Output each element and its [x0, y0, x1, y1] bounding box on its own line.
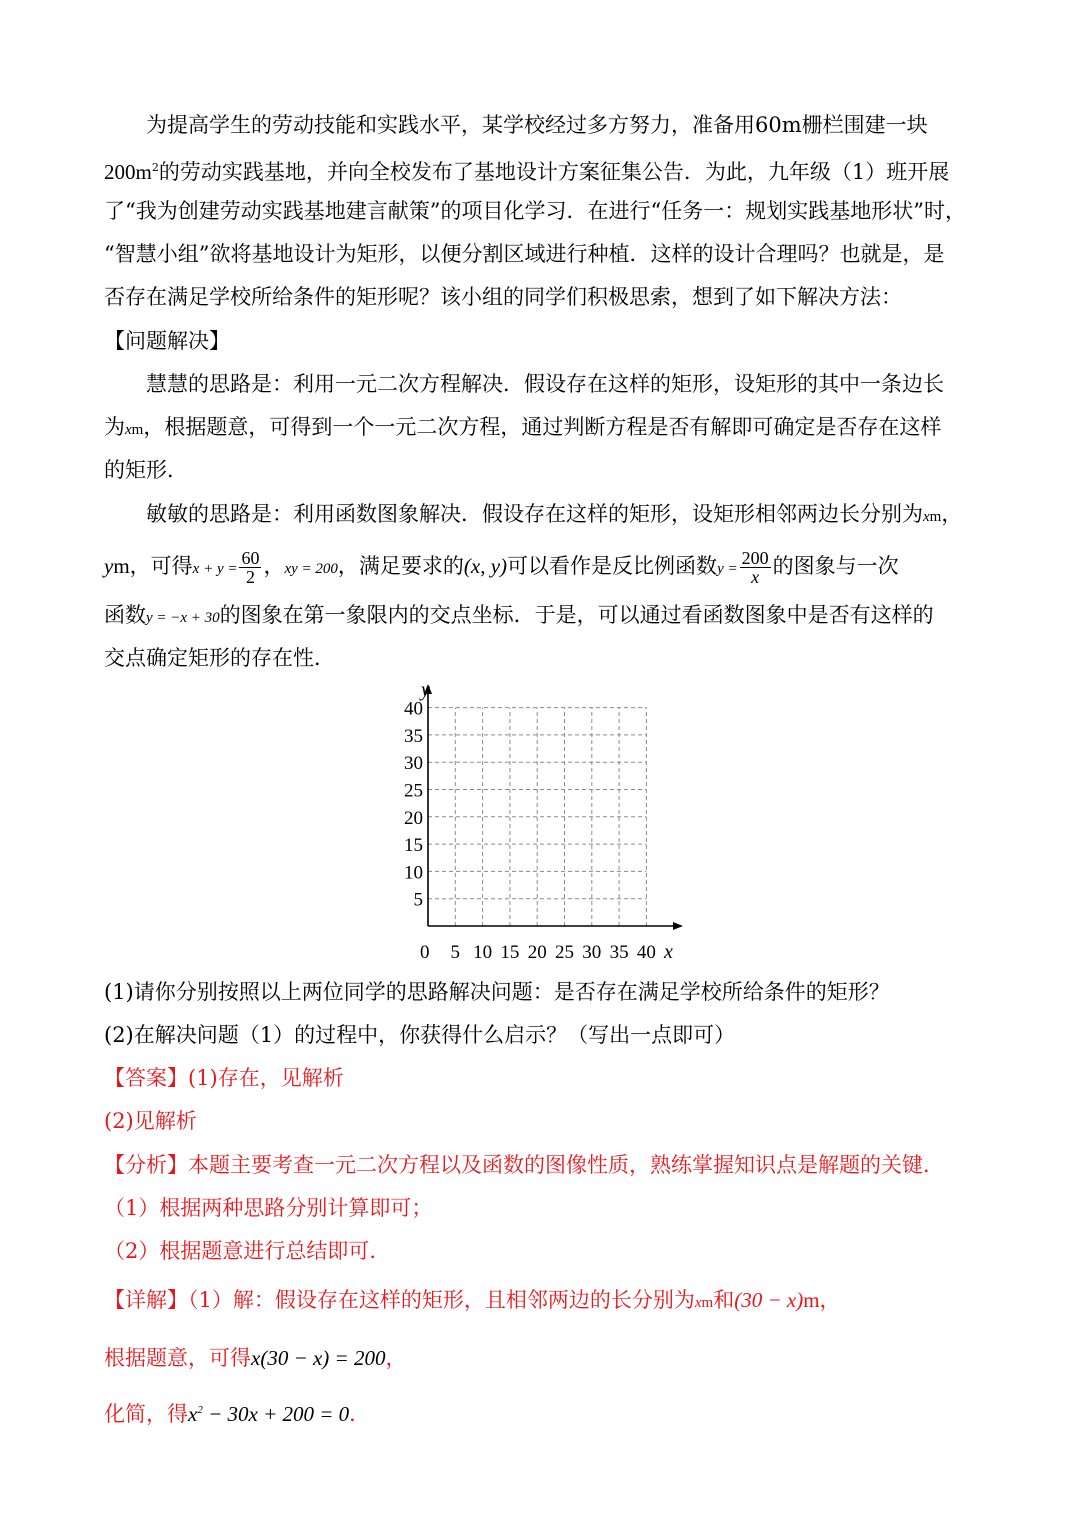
var-x: x	[923, 509, 930, 525]
section-title	[104, 326, 976, 356]
equation-sum: x + y =	[192, 561, 238, 577]
y-tick-label: 15	[404, 835, 423, 857]
section-title-text: 【问题解决】	[104, 329, 230, 353]
area-exponent: 2	[151, 161, 159, 174]
minmin-comma: ，	[941, 502, 963, 526]
equation-inverse: y =	[717, 561, 738, 577]
x-tick-label: 5	[450, 942, 461, 963]
origin-label: 0	[420, 942, 430, 963]
minmin-line-2	[104, 546, 976, 589]
unit-m: m	[113, 554, 130, 578]
detail-line-3	[104, 1395, 976, 1429]
huihui-text-2a: 为	[104, 415, 125, 439]
detail-comma: ，	[819, 1288, 841, 1312]
y-tick-label: 10	[404, 862, 423, 884]
equation-main: x(30 − x) = 200	[251, 1346, 386, 1370]
fraction-numerator: 60	[241, 548, 260, 568]
y-tick-label: 35	[404, 725, 423, 747]
y-tick-label: 40	[404, 698, 423, 720]
expression-30-minus-x: (30 − x)	[734, 1288, 804, 1312]
minmin-text-2c: ，满足要求的	[337, 554, 464, 578]
unit-m: m	[701, 1295, 714, 1311]
intro-text-2: 的劳动实践基地，并向全校发布了基地设计方案征集公告．为此，九年级（1）班开展	[158, 160, 950, 184]
x-tick-label: 30	[582, 942, 602, 963]
detail-text-1: （1）解：假设存在这样的矩形，且相邻两边的长分别为	[188, 1288, 695, 1312]
grid-lines	[428, 708, 646, 926]
minmin-text-3a: 函数	[104, 603, 146, 627]
analysis-point-1: （1）根据两种思路分别计算即可；	[104, 1196, 433, 1220]
x-tick-label: 15	[500, 942, 520, 963]
unit-m: m	[929, 509, 942, 525]
intro-text-5: 否存在满足学校所给条件的矩形呢？该小组的同学们积极思索，想到了如下解决方法：	[104, 285, 902, 309]
minmin-text-2d: 可以看作是反比例函数	[507, 554, 718, 578]
y-tick-label: 30	[404, 753, 423, 775]
area-value: 200m	[104, 160, 152, 184]
answer-1: (1)存在，见解析	[188, 1066, 344, 1090]
x-tick-label: 20	[527, 942, 547, 963]
analysis-line-3	[104, 1236, 976, 1266]
answer-line-1	[104, 1063, 976, 1093]
minmin-text-2a: ，可得	[129, 554, 193, 578]
detail-tag: 【详解】	[104, 1288, 188, 1312]
fraction-60-over-2	[239, 549, 261, 586]
equation-linear: y = −x + 30	[146, 610, 220, 626]
minmin-comma: ，	[263, 554, 285, 578]
quadratic-rest: − 30x + 200 = 0	[202, 1402, 350, 1426]
minmin-line-3	[104, 600, 976, 633]
intro-line-1	[104, 110, 976, 140]
minmin-line-4	[104, 643, 976, 673]
tick-labels	[404, 699, 656, 963]
detail-text-3: 化简，得	[104, 1402, 188, 1426]
intro-line-2	[104, 153, 976, 187]
answer-2: (2)见解析	[104, 1109, 197, 1133]
minmin-text-4: 交点确定矩形的存在性．	[104, 646, 335, 670]
fraction-denominator: 2	[245, 567, 255, 587]
x-tick-label: 35	[609, 942, 629, 963]
huihui-line-1	[104, 369, 976, 399]
question-2	[104, 1020, 976, 1050]
huihui-text-2b: ，根据题意，可得到一个一元二次方程，通过判断方程是否有解即可确定是否存在这样	[143, 415, 942, 439]
y-axis-label: y	[421, 679, 430, 701]
x-axis-label: x	[664, 941, 673, 963]
var-y: y	[104, 554, 114, 578]
equation-product: xy = 200	[284, 561, 338, 577]
x-tick-label: 25	[555, 942, 574, 963]
analysis-point-2: （2）根据题意进行总结即可．	[104, 1239, 391, 1263]
huihui-line-3	[104, 455, 976, 485]
analysis-line-2	[104, 1193, 976, 1223]
intro-line-5	[104, 282, 976, 312]
fraction-denominator: x	[751, 567, 760, 587]
coordinate-grid	[385, 678, 685, 968]
detail-line-2	[104, 1343, 976, 1373]
answer-tag: 【答案】	[104, 1066, 188, 1090]
detail-text-2: 根据题意，可得	[104, 1346, 251, 1370]
intro-line-3	[104, 196, 976, 226]
detail-comma: ，	[385, 1346, 407, 1370]
intro-text-3: 了“我为创建劳动实践基地建言献策”的项目化学习．在进行“任务一：规划实践基地形状”时，	[104, 199, 966, 223]
question-1	[104, 977, 976, 1007]
quadratic-exponent: 2	[197, 1404, 203, 1416]
huihui-text-3: 的矩形．	[104, 458, 188, 482]
x-tick-label: 10	[473, 942, 493, 963]
minmin-text-1: 敏敏的思路是：利用函数图象解决．假设存在这样的矩形，设矩形相邻两边长分别为	[146, 502, 923, 526]
question-2-text: (2)在解决问题（1）的过程中，你获得什么启示？（写出一点即可）	[104, 1023, 736, 1047]
equation-quadratic	[188, 1402, 349, 1426]
fraction-200-over-x	[740, 549, 771, 586]
minmin-text-3b: 的图象在第一象限内的交点坐标．于是，可以通过看函数图象中是否有这样的	[219, 603, 934, 627]
detail-period: ．	[349, 1402, 371, 1426]
detail-line-1	[104, 1285, 976, 1318]
detail-and: 和	[713, 1288, 735, 1312]
minmin-line-1	[104, 499, 976, 532]
var-x: x	[125, 422, 132, 438]
fraction-numerator: 200	[741, 548, 769, 568]
analysis-line-1	[104, 1150, 976, 1180]
unit-m: m	[803, 1288, 820, 1312]
x-axis-arrow	[673, 922, 683, 930]
huihui-text-1: 慧慧的思路是：利用一元二次方程解决．假设存在这样的矩形，设矩形的其中一条边长	[146, 372, 944, 396]
question-1-text: (1)请你分别按照以上两位同学的思路解决问题：是否存在满足学校所给条件的矩形？	[104, 980, 890, 1004]
y-tick-label: 5	[413, 889, 423, 911]
x-tick-label: 40	[636, 942, 656, 963]
unit-m: m	[131, 422, 144, 438]
y-tick-label: 25	[404, 780, 423, 802]
huihui-line-2	[104, 412, 976, 445]
intro-line-4	[104, 239, 976, 269]
minmin-text-2e: 的图象与一次	[772, 554, 899, 578]
coordinate-pair: (x, y)	[463, 554, 508, 578]
var-x: x	[694, 1295, 702, 1311]
quadratic-variable: x	[188, 1402, 198, 1426]
intro-text-1: 为提高学生的劳动技能和实践水平，某学校经过多方努力，准备用60m栅栏围建一块	[146, 113, 928, 137]
analysis-tag: 【分析】	[104, 1153, 188, 1177]
answer-line-2	[104, 1106, 976, 1136]
intro-text-4: “智慧小组”欲将基地设计为矩形，以便分割区域进行种植．这样的设计合理吗？也就是，是	[104, 242, 945, 266]
analysis-text: 本题主要考查一元二次方程以及函数的图像性质，熟练掌握知识点是解题的关键．	[188, 1153, 944, 1177]
y-tick-label: 20	[404, 807, 423, 829]
